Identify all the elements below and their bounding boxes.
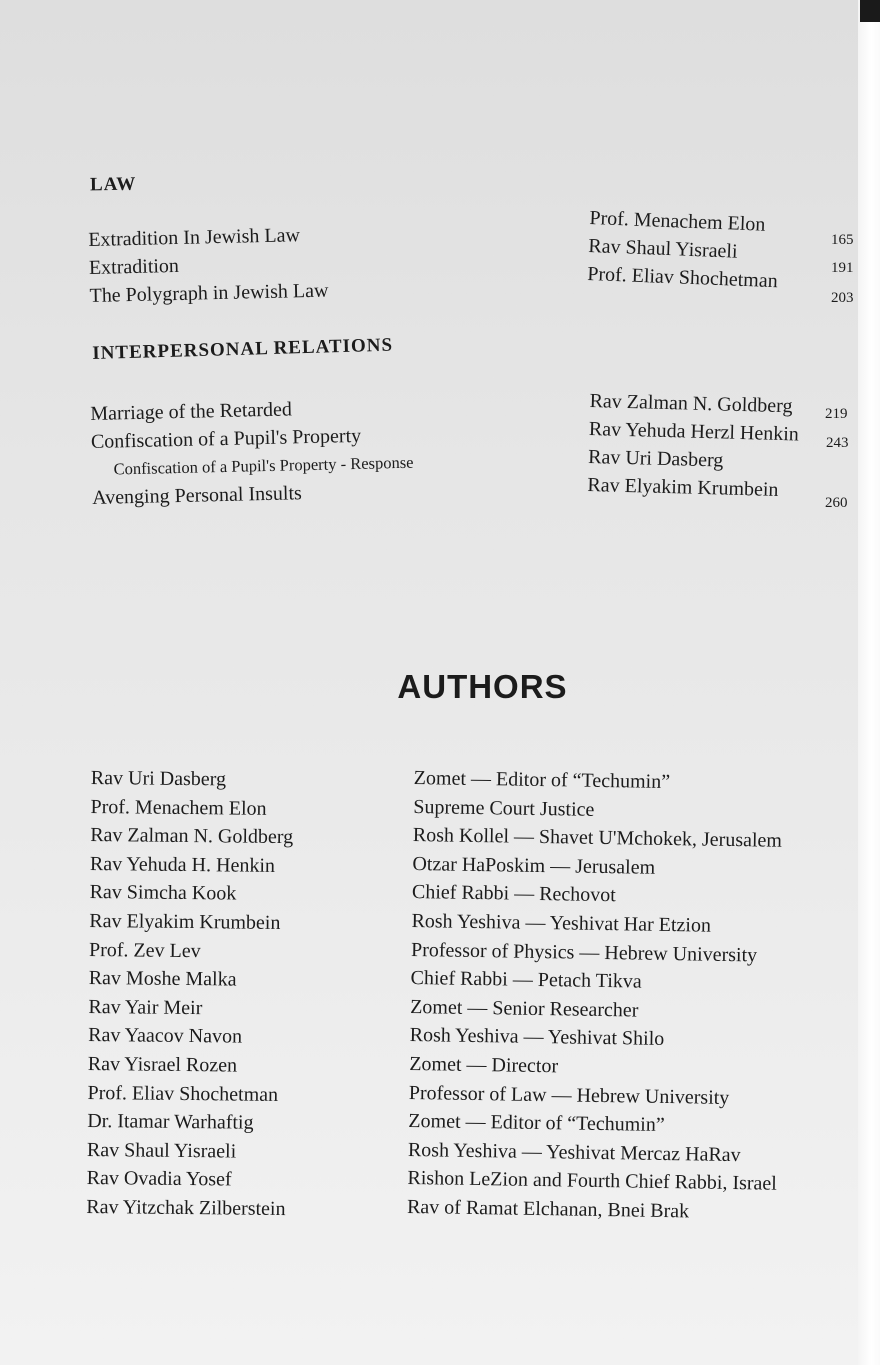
author-roles — [407, 764, 784, 1227]
page-number: 191 — [831, 260, 854, 276]
page-number: 203 — [831, 290, 854, 306]
author-name: Rav Simcha Kook — [89, 881, 237, 905]
author-name: Rav Elyakim Krumbein — [89, 909, 281, 934]
author-role: Zomet — Senior Researcher — [410, 995, 639, 1022]
author-role: Professor of Physics — Hebrew University — [410, 938, 758, 966]
author-name: Rav Uri Dasberg — [90, 766, 227, 791]
author-role: Rosh Kollel — Shavet U'Mchokek, Jerusalem — [412, 824, 783, 852]
author-name: Rav Yitzchak Zilberstein — [86, 1195, 286, 1220]
author-role: Rosh Yeshiva — Yeshivat Shilo — [409, 1024, 665, 1051]
article-author: Rav Uri Dasberg — [587, 445, 724, 472]
interpersonal-authors — [587, 387, 800, 504]
author-names — [86, 764, 294, 1224]
interpersonal-titles — [90, 393, 414, 512]
article-author: Prof. Eliav Shochetman — [586, 262, 779, 293]
author-role: Chief Rabbi — Petach Tikva — [410, 967, 642, 993]
article-title: Marriage of the Retarded — [90, 398, 293, 425]
author-name: Rav Yair Meir — [88, 995, 203, 1019]
section-heading-law: LAW — [89, 173, 137, 196]
author-role: Rav of Ramat Elchanan, Bnei Brak — [406, 1195, 690, 1223]
page-number: 219 — [825, 406, 848, 422]
author-name: Rav Yisrael Rozen — [87, 1052, 238, 1077]
page-number: 243 — [826, 435, 849, 451]
author-name: Prof. Zev Lev — [88, 938, 201, 962]
author-name: Rav Zalman N. Goldberg — [90, 824, 294, 849]
author-role: Zomet — Editor of “Techumin” — [408, 1110, 665, 1137]
author-name: Dr. Itamar Warhaftig — [87, 1110, 254, 1134]
author-name: Prof. Eliav Shochetman — [87, 1081, 279, 1106]
author-name: Rav Moshe Malka — [88, 967, 237, 991]
article-author: Rav Yehuda Herzl Henkin — [588, 417, 800, 446]
author-name: Rav Shaul Yisraeli — [86, 1138, 237, 1163]
author-role: Rosh Yeshiva — Yeshivat Mercaz HaRav — [407, 1138, 741, 1166]
article-author: Rav Zalman N. Goldberg — [589, 389, 793, 418]
author-name: Rav Yaacov Navon — [88, 1024, 243, 1048]
author-role: Rosh Yeshiva — Yeshivat Har Etzion — [411, 909, 712, 937]
page-number: 260 — [825, 495, 848, 511]
article-title: Avenging Personal Insults — [91, 482, 303, 509]
author-role: Zomet — Director — [409, 1052, 559, 1078]
author-name: Rav Yehuda H. Henkin — [89, 852, 276, 877]
section-heading-interpersonal: INTERPERSONAL RELATIONS — [92, 334, 394, 364]
author-role: Rishon LeZion and Fourth Chief Rabbi, Israel — [407, 1167, 778, 1196]
article-title: Extradition — [88, 254, 180, 279]
author-role: Chief Rabbi — Rechovot — [411, 881, 616, 907]
page-number: 165 — [831, 232, 854, 248]
article-author: Rav Elyakim Krumbein — [587, 473, 779, 501]
book-cover-corner — [860, 0, 880, 22]
article-author: Prof. Menachem Elon — [589, 206, 766, 236]
author-role: Otzar HaPoskim — Jerusalem — [412, 852, 656, 879]
article-title-response: Confiscation of a Pupil's Property - Response — [113, 452, 414, 479]
article-title: Confiscation of a Pupil's Property — [90, 424, 362, 453]
author-role: Professor of Law — Hebrew University — [408, 1081, 730, 1109]
author-name: Prof. Menachem Elon — [90, 795, 267, 820]
authors-heading: AUTHORS — [397, 668, 568, 705]
article-author: Rav Shaul Yisraeli — [587, 234, 738, 263]
author-role: Zomet — Editor of “Techumin” — [413, 766, 671, 794]
author-role: Supreme Court Justice — [413, 795, 595, 821]
article-title: The Polygraph in Jewish Law — [89, 279, 329, 307]
article-title: Extradition In Jewish Law — [88, 224, 301, 251]
author-name: Rav Ovadia Yosef — [86, 1167, 232, 1191]
law-titles — [88, 221, 329, 310]
law-authors — [587, 204, 781, 295]
